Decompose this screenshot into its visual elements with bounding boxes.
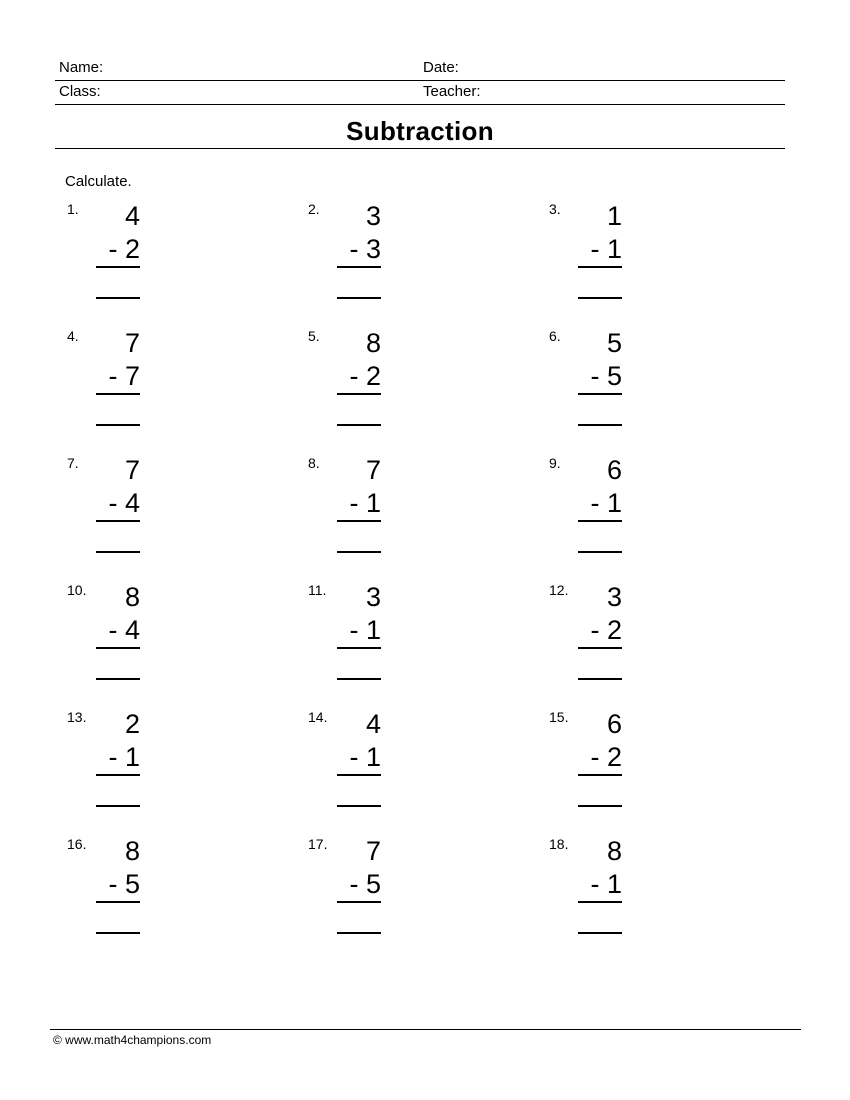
- subtrahend: - 1: [578, 234, 622, 268]
- minuend: 8: [365, 328, 381, 358]
- answer-line[interactable]: [96, 424, 140, 426]
- problem-12: [549, 582, 622, 692]
- problem-10: [67, 582, 140, 692]
- subtrahend: - 5: [337, 869, 381, 903]
- answer-line[interactable]: [337, 297, 381, 299]
- answer-line[interactable]: [578, 551, 622, 553]
- minuend: 6: [606, 455, 622, 485]
- instructions: Calculate.: [65, 173, 132, 190]
- problem-17: [308, 836, 381, 946]
- problem-4: [67, 328, 140, 438]
- subtrahend: - 2: [337, 361, 381, 395]
- problem-number: 15.: [549, 709, 569, 725]
- date-label: Date:: [423, 59, 459, 76]
- problem-number: 8.: [308, 455, 320, 471]
- problem-5: [308, 328, 381, 438]
- problem-2: [308, 201, 381, 311]
- answer-line[interactable]: [337, 932, 381, 934]
- problem-number: 5.: [308, 328, 320, 344]
- subtrahend: - 5: [578, 361, 622, 395]
- header-row-name-date: [55, 56, 785, 81]
- minuend: 1: [606, 201, 622, 231]
- answer-line[interactable]: [337, 551, 381, 553]
- minuend: 7: [124, 328, 140, 358]
- page-title: Subtraction: [346, 116, 494, 146]
- subtrahend: - 4: [96, 615, 140, 649]
- problem-13: [67, 709, 140, 819]
- minuend: 5: [606, 328, 622, 358]
- footer-divider: [50, 1029, 801, 1030]
- problem-number: 14.: [308, 709, 328, 725]
- teacher-label: Teacher:: [423, 83, 481, 100]
- minuend: 8: [606, 836, 622, 866]
- minuend: 7: [365, 836, 381, 866]
- subtrahend: - 1: [337, 488, 381, 522]
- problem-8: [308, 455, 381, 565]
- subtrahend: - 1: [578, 488, 622, 522]
- problem-11: [308, 582, 381, 692]
- subtrahend: - 1: [578, 869, 622, 903]
- problem-number: 2.: [308, 201, 320, 217]
- problem-number: 17.: [308, 836, 328, 852]
- problem-15: [549, 709, 622, 819]
- answer-line[interactable]: [337, 805, 381, 807]
- minuend: 3: [365, 582, 381, 612]
- subtrahend: - 4: [96, 488, 140, 522]
- answer-line[interactable]: [337, 678, 381, 680]
- minuend: 4: [365, 709, 381, 739]
- problem-6: [549, 328, 622, 438]
- problem-number: 4.: [67, 328, 79, 344]
- name-label: Name:: [59, 59, 104, 76]
- subtrahend: - 1: [96, 742, 140, 776]
- subtrahend: - 2: [96, 234, 140, 268]
- class-label: Class:: [59, 83, 101, 100]
- minuend: 7: [365, 455, 381, 485]
- problem-number: 9.: [549, 455, 561, 471]
- answer-line[interactable]: [96, 551, 140, 553]
- problem-7: [67, 455, 140, 565]
- footer-copyright: © www.math4champions.com: [53, 1033, 212, 1047]
- subtrahend: - 5: [96, 869, 140, 903]
- minuend: 4: [124, 201, 140, 231]
- answer-line[interactable]: [337, 424, 381, 426]
- minuend: 6: [606, 709, 622, 739]
- minuend: 8: [124, 582, 140, 612]
- answer-line[interactable]: [96, 297, 140, 299]
- answer-line[interactable]: [578, 678, 622, 680]
- subtrahend: - 1: [337, 615, 381, 649]
- problem-18: [549, 836, 622, 946]
- problem-number: 11.: [308, 582, 327, 598]
- problem-1: [67, 201, 140, 311]
- minuend: 3: [365, 201, 381, 231]
- problem-14: [308, 709, 381, 819]
- answer-line[interactable]: [578, 932, 622, 934]
- problem-number: 3.: [549, 201, 561, 217]
- problem-number: 18.: [549, 836, 569, 852]
- title-divider: [55, 148, 785, 149]
- header-row-class-teacher: [55, 80, 785, 105]
- answer-line[interactable]: [96, 932, 140, 934]
- problem-3: [549, 201, 622, 311]
- problem-number: 12.: [549, 582, 569, 598]
- answer-line[interactable]: [578, 297, 622, 299]
- answer-line[interactable]: [96, 678, 140, 680]
- minuend: 8: [124, 836, 140, 866]
- problem-number: 7.: [67, 455, 79, 471]
- problem-number: 10.: [67, 582, 87, 598]
- minuend: 3: [606, 582, 622, 612]
- problem-number: 1.: [67, 201, 79, 217]
- subtrahend: - 2: [578, 615, 622, 649]
- problem-number: 16.: [67, 836, 87, 852]
- subtrahend: - 7: [96, 361, 140, 395]
- problem-16: [67, 836, 140, 946]
- minuend: 2: [124, 709, 140, 739]
- subtrahend: - 1: [337, 742, 381, 776]
- answer-line[interactable]: [96, 805, 140, 807]
- problem-9: [549, 455, 622, 565]
- subtrahend: - 2: [578, 742, 622, 776]
- answer-line[interactable]: [578, 805, 622, 807]
- minuend: 7: [124, 455, 140, 485]
- problem-number: 6.: [549, 328, 561, 344]
- answer-line[interactable]: [578, 424, 622, 426]
- problem-number: 13.: [67, 709, 87, 725]
- subtrahend: - 3: [337, 234, 381, 268]
